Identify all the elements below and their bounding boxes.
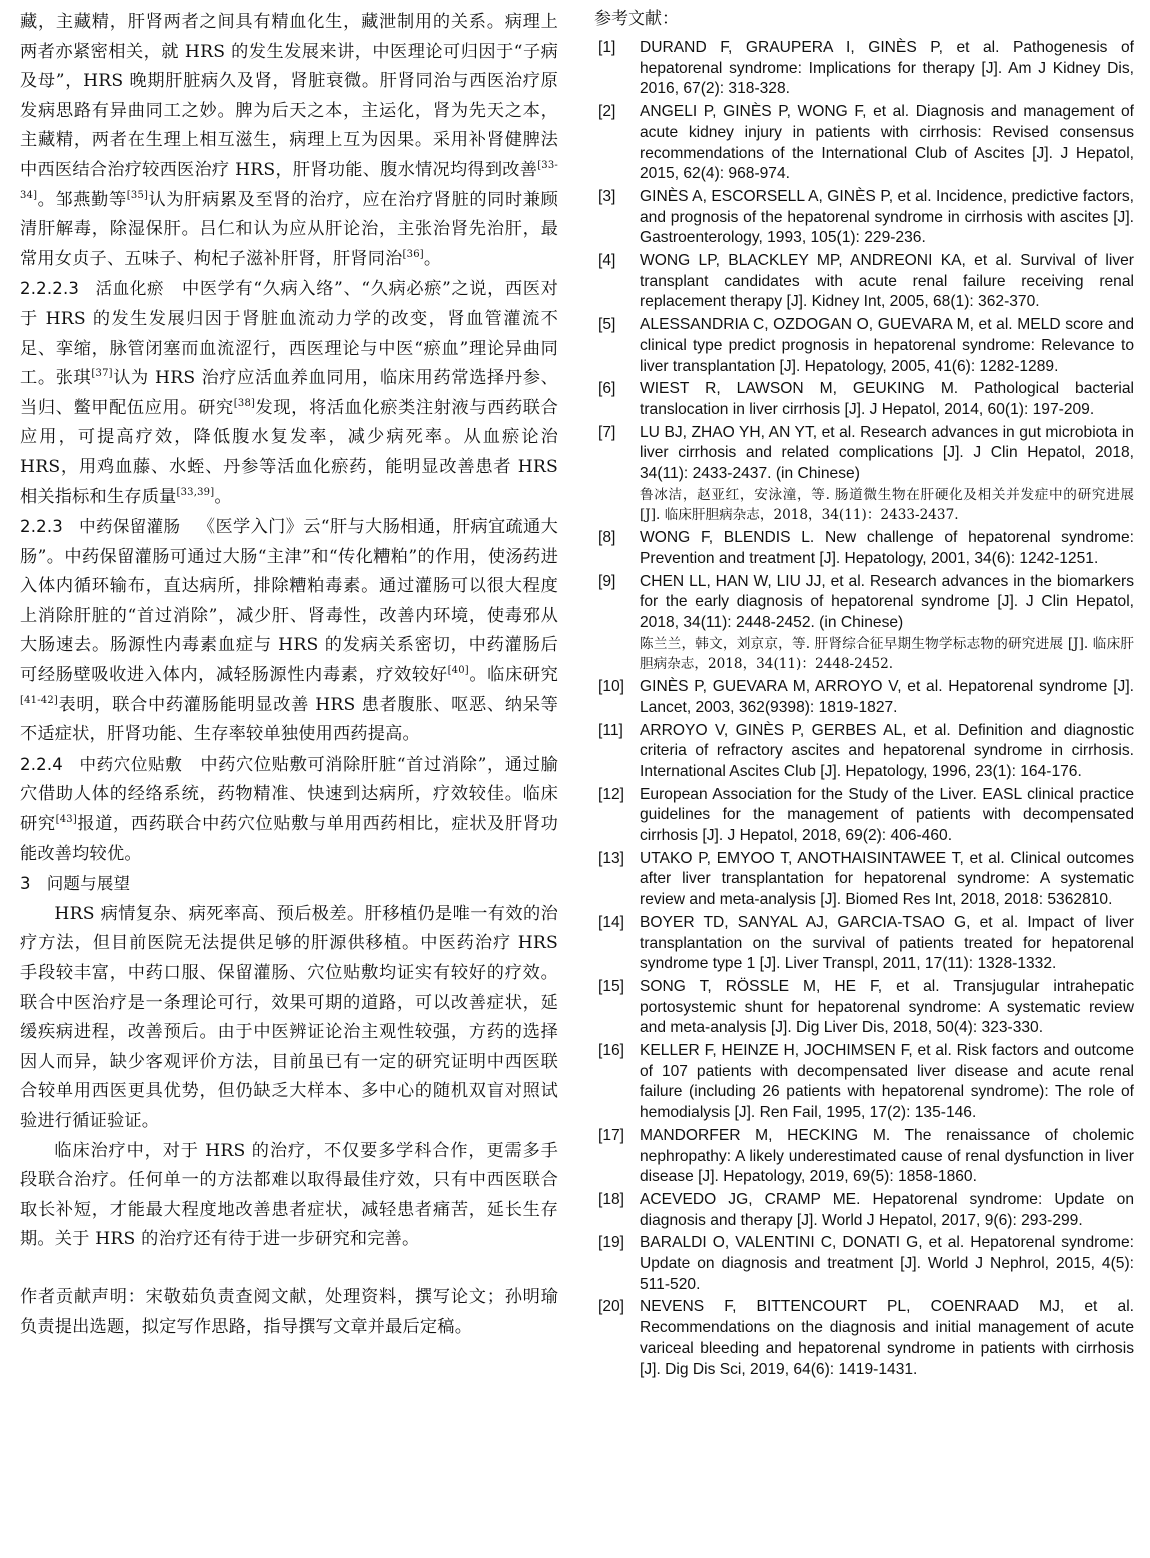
reference-number: [3] [598,187,616,205]
section-heading: 2.2.3 中药保留灌肠 [20,517,181,537]
reference-number: [2] [598,103,616,121]
citation[interactable]: [36] [402,248,424,260]
reference-text: European Association for the Study of the Liver. EASL clinical practice guidelines for the management of patients with decompensated cirrhosis [J]. J Hepatol, 2018, 69(2): 406-460. [640,785,1134,845]
section-3-heading [20,869,558,900]
reference-text: DURAND F, GRAUPERA I, GINÈS P, et al. Pathogenesis of hepatorenal syndrome: Implications for therapy [J]. Am J Kidney Dis, 2016, 67(2): 318-328. [640,39,1134,98]
reference-item [594,677,1134,718]
reference-item [594,187,1134,249]
reference-text: NEVENS F, BITTENCOURT PL, COENRAAD MJ, et al. Recommendations on the diagnosis and initial management of acute variceal bleeding and hepatorenal syndrome in patients with cirrhosis [J]. Dig Dis Sci, 2019, 64(6): 1419-1431. [640,1298,1134,1378]
reference-number: [6] [598,380,616,398]
reference-number: [11] [598,721,623,739]
reference-number: [20] [598,1298,625,1316]
references-title: 参考文献： [594,9,679,29]
reference-item [594,572,1134,676]
citation[interactable]: [40] [447,665,469,677]
citation[interactable]: [33,39] [176,486,215,498]
reference-item [594,977,1134,1039]
reference-list [594,38,1134,1380]
citation[interactable]: [41-42] [20,694,59,706]
reference-number: [13] [598,849,625,867]
reference-number: [17] [598,1126,625,1144]
paragraph-liver-kidney: 藏，主藏精，肝肾两者之间具有精血化生，藏泄制用的关系。病理上两者亦紧密相关，就 HRS 的发生发展来讲，中医理论可归因于“子病及母”，HRS 晚期肝脏病久及肾，肾脏衰微。肝肾同治与西医治疗原发病思路有异曲同工之妙。脾为后天之本，主运化，肾为先天之本，主藏精，两者在生理上相互滋生，病理上互为因果。采用补肾健脾法中西医结合治疗较西医治疗 HRS，肝肾功能、腹水情况均得到改善[33-34]。邹燕勤等[35]认为肝病累及至肾的治疗，应在治疗肾脏的同时兼顾清肝解毒，除湿保肝。吕仁和认为应从肝论治，主张治肾先治肝，最常用女贞子、五味子、枸杞子滋补肝肾，肝肾同治[36]。 [20,12,558,269]
reference-text: GINÈS P, GUEVARA M, ARROYO V, et al. Hepatorenal syndrome [J]. Lancet, 2003, 362(9398): 1819-1827. [640,678,1134,716]
reference-item [594,251,1134,313]
reference-text: LU BJ, ZHAO YH, AN YT, et al. Research advances in gut microbiota in liver cirrhosis and related complications [J]. J Clin Hepatol, 2018, 34(11): 2433-2437. (in Chinese) [640,423,1134,483]
reference-item [594,1041,1134,1124]
reference-text: UTAKO P, EMYOO T, ANOTHAISINTAWEE T, et al. Clinical outcomes after liver transplantation for hepatorenal syndrome: A systematic review and meta-analysis [J]. Biomed Res Int, 2018, 2018: 5362810. [640,849,1134,909]
reference-item [594,423,1134,527]
reference-number: [4] [598,252,616,270]
citation[interactable]: [38] [233,397,256,409]
references-column [594,8,1134,1382]
section-heading: 2.2.2.3 活血化瘀 [20,279,165,299]
reference-text: ACEVEDO JG, CRAMP ME. Hepatorenal syndrome: Update on diagnosis and therapy [J]. World J Hepatol, 2017, 9(6): 293-299. [640,1190,1134,1229]
reference-item [594,1126,1134,1188]
reference-number: [8] [598,529,616,547]
reference-item [594,1297,1134,1380]
reference-text: GINÈS A, ESCORSELL A, GINÈS P, et al. Incidence, predictive factors, and prognosis of the hepatorenal syndrome in cirrhosis with ascites [J]. Gastroenterology, 1993, 105(1): 229-236. [640,187,1134,247]
reference-number: [14] [598,913,625,931]
reference-item [594,721,1134,783]
reference-text: BARALDI O, VALENTINI C, DONATI G, et al. Hepatorenal syndrome: Update on diagnosis and treatment [J]. World J Nephrol, 2015, 4(5): 511-520. [640,1234,1134,1293]
reference-text: ANGELI P, GINÈS P, WONG F, et al. Diagnosis and management of acute kidney injury in patients with cirrhosis: Revised consensus recommendations of the International Club of Ascites [J]. J Hepatol, 2015, 62(4): 968-974. [640,103,1134,183]
reference-item [594,38,1134,100]
reference-number: [19] [598,1234,625,1252]
reference-text: WONG LP, BLACKLEY MP, ANDREONI KA, et al. Survival of liver transplant candidates with acute renal failure receiving renal replacement therapy [J]. Kidney Int, 2005, 68(1): 362-370. [640,252,1134,311]
reference-number: [5] [598,316,616,334]
citation[interactable]: [35] [126,189,149,201]
section-heading: 3 问题与展望 [20,874,131,894]
reference-text: BOYER TD, SANYAL AJ, GARCIA-TSAO G, et al. Impact of liver transplantation on the survival of patients treated for hepatorenal syndrome type 1 [J]. Liver Transpl, 2011, 17(11): 1328-1332. [640,913,1134,973]
author-contribution: 作者贡献声明：宋敬茹负责查阅文献，处理资料，撰写论文；孙明瑜负责提出选题，拟定写作思路，指导撰写文章并最后定稿。 [20,1286,558,1337]
reference-text: MANDORFER M, HECKING M. The renaissance of cholemic nephropathy: A likely underestimated cause of renal dysfunction in liver disease [J]. Hepatology, 2019, 69(5): 1858-1860. [640,1126,1134,1186]
reference-number: [12] [598,785,625,803]
reference-item [594,528,1134,569]
reference-text: ARROYO V, GINÈS P, GERBES AL, et al. Definition and diagnostic criteria of refractory ascites and hepatorenal syndrome in cirrhosis. International Ascites Club [J]. Hepatology, 1996, 23(1): 164-176. [640,721,1134,780]
reference-item [594,785,1134,847]
citation[interactable]: [33-34] [20,159,558,201]
body-column [20,8,558,1342]
reference-item [594,1233,1134,1295]
reference-number: [1] [598,39,616,56]
reference-chinese-text: 陈兰兰，韩文，刘京京，等. 肝肾综合征早期生物学标志物的研究进展 [J]. 临床肝胆病杂志，2018，34(11)：2448-2452. [640,635,1134,673]
section-2-2-3: 2.2.3 中药保留灌肠 《医学入门》云“肝与大肠相通，肝病宜疏通大肠”。中药保留灌肠可通过大肠“主津”和“传化糟粕”的作用，使汤药进入体内循环输布，直达病所，排除糟粕毒素。通过灌肠可以很大程度上消除肝脏的“首过消除”，减少肝、肾毒性，改善内环境，使毒邪从大肠速去。肠源性内毒素血症与 HRS 的发病关系密切，中药灌肠后可经肠壁吸收进入体内，减轻肠源性内毒素，疗效较好[40]。临床研究[41-42]表明，联合中药灌肠能明显改善 HRS 患者腹胀、呕恶、纳呆等不适症状，肝肾功能、生存率较单独使用西药提高。 [20,517,558,745]
reference-item [594,1190,1134,1231]
reference-number: [15] [598,977,625,995]
reference-text: SONG T, RÖSSLE M, HE F, et al. Transjugular intrahepatic portosystemic shunt for hepatorenal syndrome: A systematic review and meta-analysis [J]. Dig Liver Dis, 2018, 50(4): 323-330. [640,977,1134,1037]
section-heading: 2.2.4 中药穴位贴敷 [20,754,183,774]
reference-item [594,379,1134,420]
reference-item [594,102,1134,185]
citation[interactable]: [37] [91,368,113,380]
reference-chinese-text: 鲁冰洁，赵亚红，安泳潼，等. 肠道微生物在肝硬化及相关并发症中的研究进展 [J]. 临床肝胆病杂志，2018，34(11)：2433-2437. [640,486,1134,524]
section-2-2-4: 2.2.4 中药穴位贴敷 中药穴位贴敷可消除肝脏“首过消除”，通过腧穴借助人体的经络系统，药物精准、快速到达病所，疗效较佳。临床研究[43]报道，西药联合中药穴位贴敷与单用西药相比，症状及肝肾功能改善均较优。 [20,754,559,864]
reference-number: [9] [598,572,616,590]
reference-number: [7] [598,423,616,441]
citation[interactable]: [43] [55,814,77,826]
reference-number: [18] [598,1190,625,1208]
paragraph-outlook-2: 临床治疗中，对于 HRS 的治疗，不仅要多学科合作，更需多手段联合治疗。任何单一的方法都难以取得最佳疗效，只有中西医联合取长补短，才能最大程度地改善患者症状，减轻患者痛苦，延长生存期。关于 HRS 的治疗还有待于进一步研究和完善。 [20,1140,558,1250]
reference-item [594,315,1134,377]
section-2-2-2-3: 2.2.2.3 活血化瘀 中医学有“久病入络”、“久病必瘀”之说，西医对于 HRS 的发生发展归因于肾脏血流动力学的改变，肾血管灌流不足、挛缩，脉管闭塞而血流涩行，西医理论与中医“瘀血”理论异曲同工。张琪[37]认为 HRS 治疗应活血养血同用，临床用药常选择丹参、当归、鳖甲配伍应用。研究[38]发现，将活血化瘀类注射液与西药联合应用，可提高疗效，降低腹水复发率，减少病死率。从血瘀论治 HRS，用鸡血藤、水蛭、丹参等活血化瘀药，能明显改善患者 HRS 相关指标和生存质量[33,39]。 [20,279,558,507]
reference-item [594,849,1134,911]
reference-number: [10] [598,678,625,696]
reference-text: ALESSANDRIA C, OZDOGAN O, GUEVARA M, et al. MELD score and clinical type predict prognosis in hepatorenal syndrome: Relevance to liver transplantation [J]. Hepatology, 2005, 41(6): 1282-1289. [640,316,1134,375]
reference-text: CHEN LL, HAN W, LIU JJ, et al. Research advances in the biomarkers for the early diagnosis of hepatorenal syndrome [J]. J Clin Hepatol, 2018, 34(11): 2448-2452. (in Chinese) [640,572,1134,631]
reference-item [594,913,1134,975]
reference-text: WIEST R, LAWSON M, GEUKING M. Pathological bacterial translocation in liver cirrhosis [J]. J Hepatol, 2014, 60(1): 197-209. [640,380,1134,418]
paragraph-outlook-1: HRS 病情复杂、病死率高、预后极差。肝移植仍是唯一有效的治疗方法，但目前医院无法提供足够的肝源供移植。中医药治疗 HRS 手段较丰富，中药口服、保留灌肠、穴位贴敷均证实有较好的疗效。联合中医治疗是一条理论可行，效果可期的道路，可以改善症状，延缓疾病进程，改善预后。由于中医辨证论治主观性较强，方药的选择因人而异，缺少客观评价方法，目前虽已有一定的研究证明中西医联合较单用西医更具优势，但仍缺乏大样本、多中心的随机双盲对照试验进行循证验证。 [20,903,558,1131]
reference-text: KELLER F, HEINZE H, JOCHIMSEN F, et al. Risk factors and outcome of 107 patients with decompensated liver disease and acute renal failure (including 26 patients with hepatorenal syndrome): The role of hemodialysis [J]. Ren Fail, 1995, 17(2): 135-146. [640,1042,1134,1122]
reference-text: WONG F, BLENDIS L. New challenge of hepatorenal syndrome: Prevention and treatment [J]. Hepatology, 2001, 34(6): 1242-1251. [640,529,1134,567]
reference-number: [16] [598,1042,625,1060]
